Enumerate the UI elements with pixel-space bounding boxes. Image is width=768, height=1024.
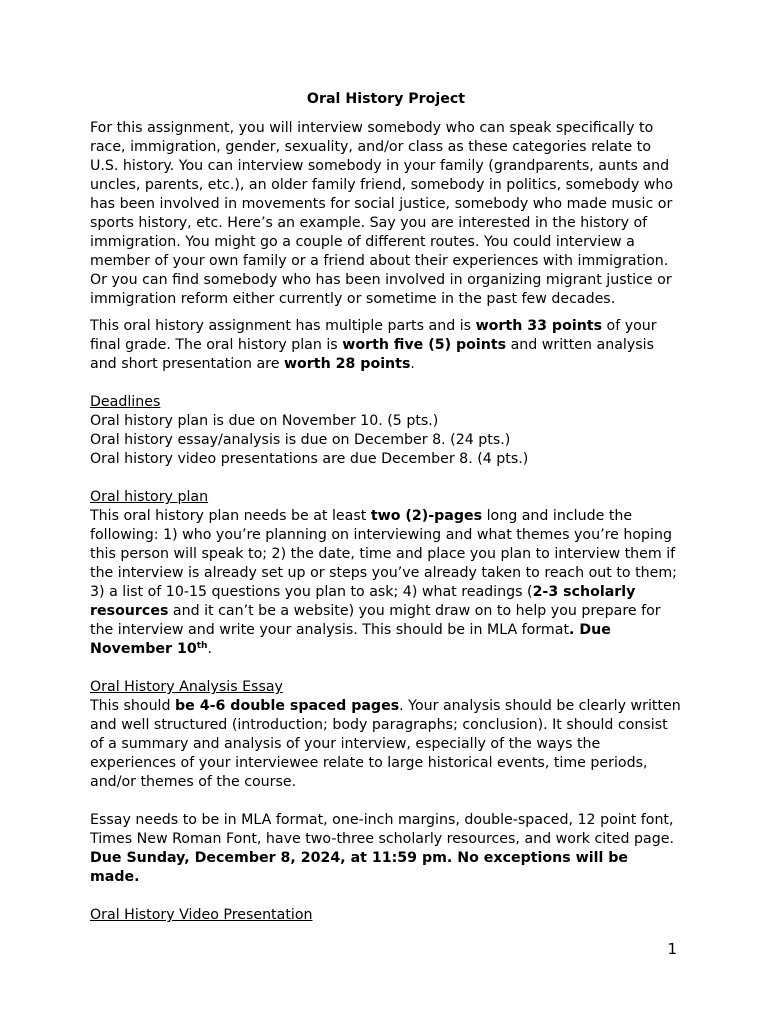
essay-due-text bbox=[90, 849, 682, 887]
points-text-4: . bbox=[410, 356, 415, 372]
deadlines-heading: Deadlines bbox=[90, 394, 161, 410]
plan-text-3: and it can’t be a website) you might draw on to help you prepare for the interview and write your analysis. This should be in MLA format bbox=[90, 603, 661, 638]
essay-format-section bbox=[90, 811, 682, 887]
essay-paragraph bbox=[90, 697, 682, 792]
document-page bbox=[90, 90, 682, 925]
essay-bold-1: be 4-6 double spaced pages bbox=[175, 698, 400, 714]
plan-text-4: . bbox=[207, 641, 212, 657]
points-text-1: This oral history assignment has multiple parts and is bbox=[90, 318, 476, 334]
plan-paragraph bbox=[90, 507, 682, 659]
points-bold-2: worth five (5) points bbox=[342, 337, 507, 353]
essay-heading: Oral History Analysis Essay bbox=[90, 679, 283, 695]
intro-paragraph: For this assignment, you will interview somebody who can speak specifically to race, immigration, gender, sexuality, and/or class as these categories relate to U.S. history. You can interview somebody in your family (grandparents, aunts and uncles, parents, etc.), an older family friend, somebody in politics, somebody who has been involved in movements for social justice, somebody who made music or sports history, etc. Here’s an example. Say you are interested in the history of immigration. You might go a couple of different routes. You could interview a member of your own family or a friend about their experiences with immigration. Or you can find somebody who has been involved in organizing migrant justice or immigration reform either currently or sometime in the past few decades. bbox=[90, 120, 674, 307]
essay-format-text: Essay needs to be in MLA format, one-inch margins, double-spaced, 12 point font, Times New Roman Font, have two-three scholarly resources, and work cited page. bbox=[90, 812, 674, 847]
points-paragraph bbox=[90, 317, 682, 374]
plan-bold-1: two (2)-pages bbox=[370, 508, 483, 524]
plan-heading: Oral history plan bbox=[90, 489, 209, 505]
deadline-item: Oral history plan is due on November 10. (5 pts.) bbox=[90, 413, 439, 429]
points-text-3: and written analysis and short presentation are bbox=[90, 337, 654, 372]
document-title: Oral History Project bbox=[306, 91, 466, 107]
video-heading: Oral History Video Presentation bbox=[90, 907, 313, 923]
page-number: 1 bbox=[667, 940, 677, 958]
plan-bold-3: . Due November 10 bbox=[90, 622, 611, 657]
points-bold-3: worth 28 points bbox=[283, 356, 411, 372]
points-bold-1: worth 33 points bbox=[475, 318, 603, 334]
essay-due-bold: Due Sunday, December 8, 2024, at 11:59 pm. No exceptions will be made. bbox=[90, 850, 629, 885]
essay-text-2: . Your analysis should be clearly written and well structured (introduction; body paragraphs; conclusion). It should consist of a summary and analysis of your interview, especially of the ways the experiences of your interviewee relate to large historical events, time periods, and/or themes of the course. bbox=[90, 698, 681, 790]
essay-text-1: This should bbox=[90, 698, 176, 714]
deadlines-section bbox=[90, 393, 682, 469]
deadline-item: Oral history essay/analysis is due on December 8. (24 pts.) bbox=[90, 432, 511, 448]
deadline-item: Oral history video presentations are due December 8. (4 pts.) bbox=[90, 451, 529, 467]
plan-text-2: long and include the following: 1) who you’re planning on interviewing and what themes you’re hoping this person will speak to; 2) the date, time and place you plan to interview them if the interview is already set up or steps you’ve already taken to reach out to them; 3) a list of 10-15 questions you plan to ask; 4) what readings ( bbox=[90, 508, 677, 600]
plan-bold-2: 2-3 scholarly resources bbox=[90, 584, 636, 619]
essay-section bbox=[90, 678, 682, 792]
plan-section bbox=[90, 488, 682, 659]
plan-text-1: This oral history plan needs be at least bbox=[90, 508, 371, 524]
plan-superscript: th bbox=[196, 641, 208, 651]
points-text-2: of your final grade. The oral history plan is bbox=[90, 318, 657, 353]
